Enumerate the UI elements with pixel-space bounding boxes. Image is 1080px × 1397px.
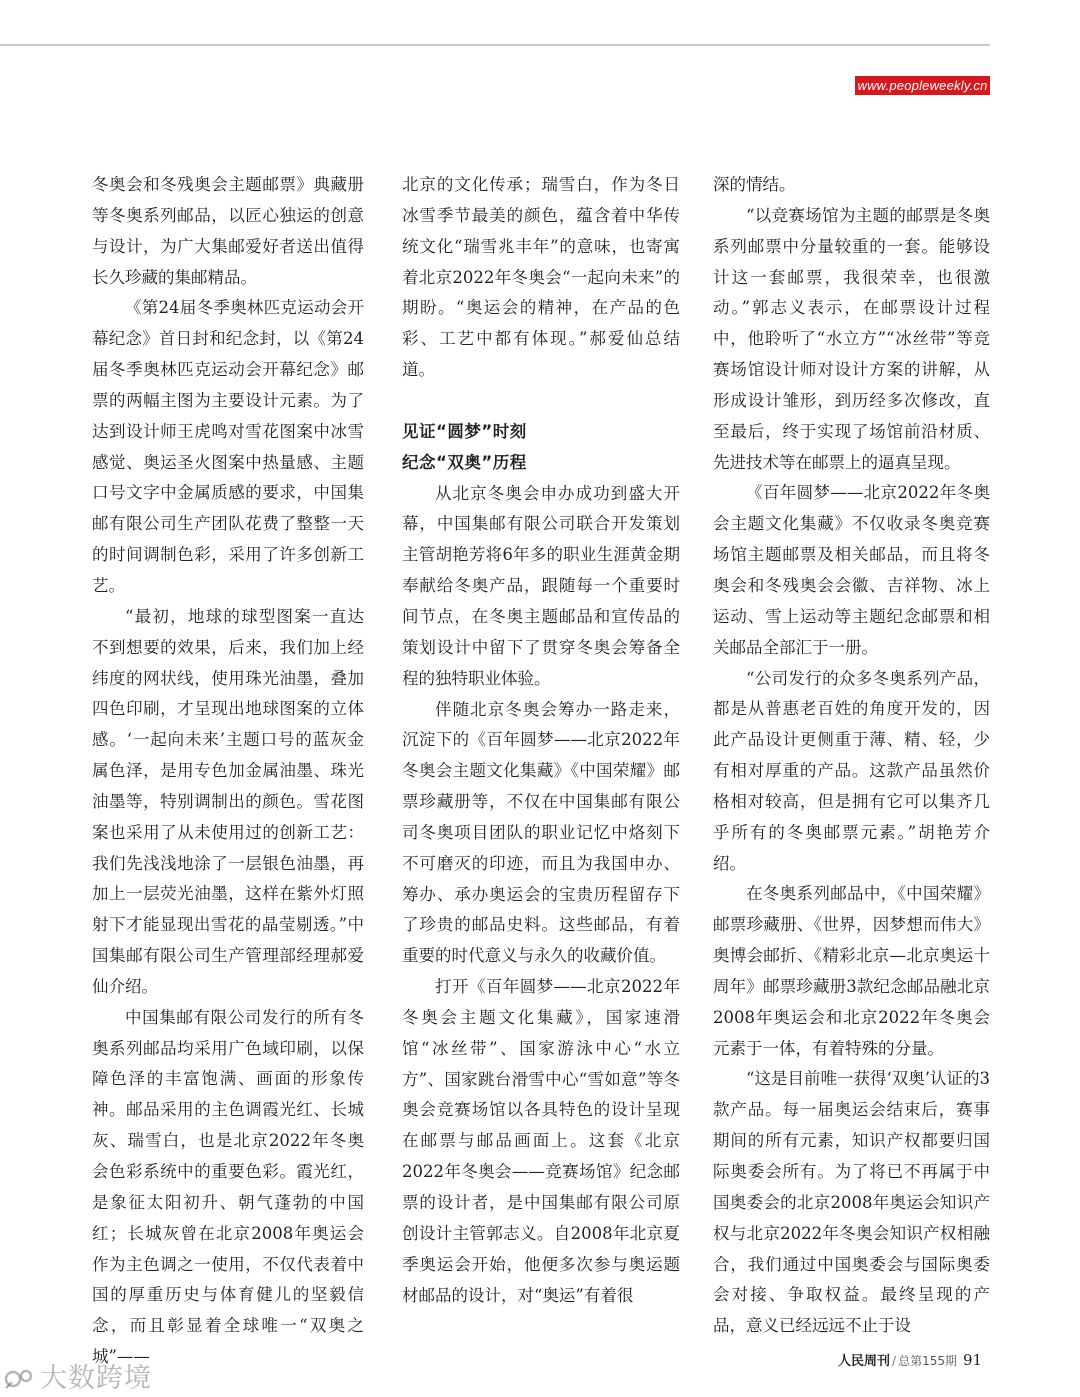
paragraph: 伴随北京冬奥会筹办一路走来，沉淀下的《百年圆梦——北京2022年冬奥会主题文化集藏》《中国荣耀》邮票珍藏册等，不仅在中国集邮有限公司冬奥项目团队的职业记忆中烙刻下不可磨灭的印迹，而且为我国申办、筹办、承办奥运会的宝贵历程留存下了珍贵的邮品史料。这些邮品，有着重要的时代意义与永久的收藏价值。: [402, 699, 680, 966]
page-footer: [838, 1350, 982, 1372]
paragraph: 冬奥会和冬残奥会主题邮票》典藏册等冬奥系列邮品，以匠心独运的创意与设计，为广大集邮爱好者送出值得长久珍藏的集邮精品。: [92, 175, 364, 287]
column-2: [402, 170, 680, 1311]
footer-separator: /: [892, 1354, 897, 1368]
watermark-text: 大数跨境: [40, 1363, 152, 1394]
column-3: [713, 170, 990, 1342]
paragraph: 在冬奥系列邮品中，《中国荣耀》邮票珍藏册、《世界，因梦想而伟大》奥博会邮折、《精彩北京—北京奥运十周年》邮票珍藏册3款纪念邮品融北京2008年奥运会和北京2022年冬奥会元素于一体，有着特殊的分量。: [713, 884, 990, 1058]
column-1: [92, 170, 364, 1373]
top-rule: [0, 44, 990, 46]
paragraph: “这是目前唯一获得‘双奥’认证的3款产品。每一届奥运会结束后，赛事期间的所有元素，知识产权都要归国际奥委会所有。为了将已不再属于中国奥委会的北京2008年奥运会知识产权与北京2022年冬奥会知识产权相融合，我们通过中国奥委会与国际奥委会对接、争取权益。最终呈现的产品，意义已经远远不止于设: [713, 1069, 990, 1336]
paragraph: 《百年圆梦——北京2022年冬奥会主题文化集藏》不仅收录冬奥竞赛场馆主题邮票及相关邮品，而且将冬奥会和冬残奥会会徽、吉祥物、冰上运动、雪上运动等主题纪念邮票和相关邮品全部汇于一册。: [713, 483, 990, 657]
website-url-badge[interactable]: www.peopleweekly.cn: [855, 76, 990, 95]
paragraph: 从北京冬奥会申办成功到盛大开幕，中国集邮有限公司联合开发策划主管胡艳芳将6年多的职业生涯黄金期奉献给冬奥产品，跟随每一个重要时间节点，在冬奥主题邮品和宣传品的策划设计中留下了贯穿冬奥会筹备全程的独特职业体验。: [402, 483, 680, 688]
watermark-logo-icon: [4, 1366, 36, 1392]
paragraph: “公司发行的众多冬奥系列产品，都是从普惠老百姓的角度开发的，因此产品设计更侧重于薄、精、轻，少有相对厚重的产品。这款产品虽然价格相对较高，但是拥有它可以集齐几乎所有的冬奥邮票元素。”胡艳芳介绍。: [713, 668, 990, 873]
paragraph: “以竞赛场馆为主题的邮票是冬奥系列邮票中分量较重的一套。能够设计这一套邮票，我很荣幸，也很激动。”郭志义表示，在邮票设计过程中，他聆听了“水立方”“冰丝带”等竞赛场馆设计师对设计方案的讲解，从形成设计雏形，到历经多次修改，直至最后，终于实现了场馆前沿材质、先进技术等在邮票上的逼真呈现。: [713, 205, 990, 472]
page-number: 91: [962, 1351, 983, 1369]
paragraph: 《第24届冬季奥林匹克运动会开幕纪念》首日封和纪念封，以《第24届冬季奥林匹克运动会开幕纪念》邮票的两幅主图为主要设计元素。为了达到设计师王虎鸣对雪花图案中冰雪感觉、奥运圣火图案中热量感、主题口号文字中金属质感的要求，中国集邮有限公司生产团队花费了整整一天的时间调制色彩，采用了许多创新工艺。: [92, 298, 364, 595]
issue-number: 总第155期: [898, 1354, 957, 1368]
paragraph: 中国集邮有限公司发行的所有冬奥系列邮品均采用广色域印刷，以保障色泽的丰富饱满、画面的形象传神。邮品采用的主色调霞光红、长城灰、瑞雪白，也是北京2022年冬奥会色彩系统中的重要色彩。霞光红，是象征太阳初升、朝气蓬勃的中国红；长城灰曾在北京2008年奥运会作为主色调之一使用，不仅代表着中国的厚重历史与体育健儿的坚毅信念，而且彰显着全球唯一“双奥之城”——: [92, 1007, 364, 1367]
section-heading-line-1: 见证“圆梦”时刻: [402, 421, 527, 441]
magazine-name: 人民周刊: [838, 1354, 891, 1369]
paragraph: “最初，地球的球型图案一直达不到想要的效果，后来，我们加上经纬度的网状线，使用珠光油墨，叠加四色印刷，才呈现出地球图案的立体感。‘一起向未来’主题口号的蓝灰金属色泽，是用专色加金属油墨、珠光油墨等，特别调制出的颜色。雪花图案也采用了从未使用过的创新工艺：我们先浅浅地涂了一层银色油墨，再加上一层荧光油墨，这样在紫外灯照射下才能显现出雪花的晶莹剔透。”中国集邮有限公司生产管理部经理郝爱仙介绍。: [92, 606, 364, 996]
paragraph: 北京的文化传承；瑞雪白，作为冬日冰雪季节最美的颜色，蕴含着中华传统文化“瑞雪兆丰年”的意味，也寄寓着北京2022年冬奥会“一起向未来”的期盼。“奥运会的精神，在产品的色彩、工艺中都有体现。”郝爱仙总结道。: [402, 175, 680, 380]
section-gap: [402, 386, 680, 417]
paragraph: 深的情结。: [713, 175, 796, 194]
section-heading-line-2: 纪念“双奥”历程: [402, 452, 527, 472]
watermark: [4, 1364, 152, 1394]
paragraph: 打开《百年圆梦——北京2022年冬奥会主题文化集藏》，国家速滑馆“冰丝带”、国家游泳中心“水立方”、国家跳台滑雪中心“雪如意”等冬奥会竞赛场馆以各具特色的设计呈现在邮票与邮品画面上。这套《北京2022年冬奥会——竞赛场馆》纪念邮票的设计者，是中国集邮有限公司原创设计主管郭志义。自2008年北京夏季奥运会开始，他便多次参与奥运题材邮品的设计，对“奥运”有着很: [402, 977, 680, 1305]
